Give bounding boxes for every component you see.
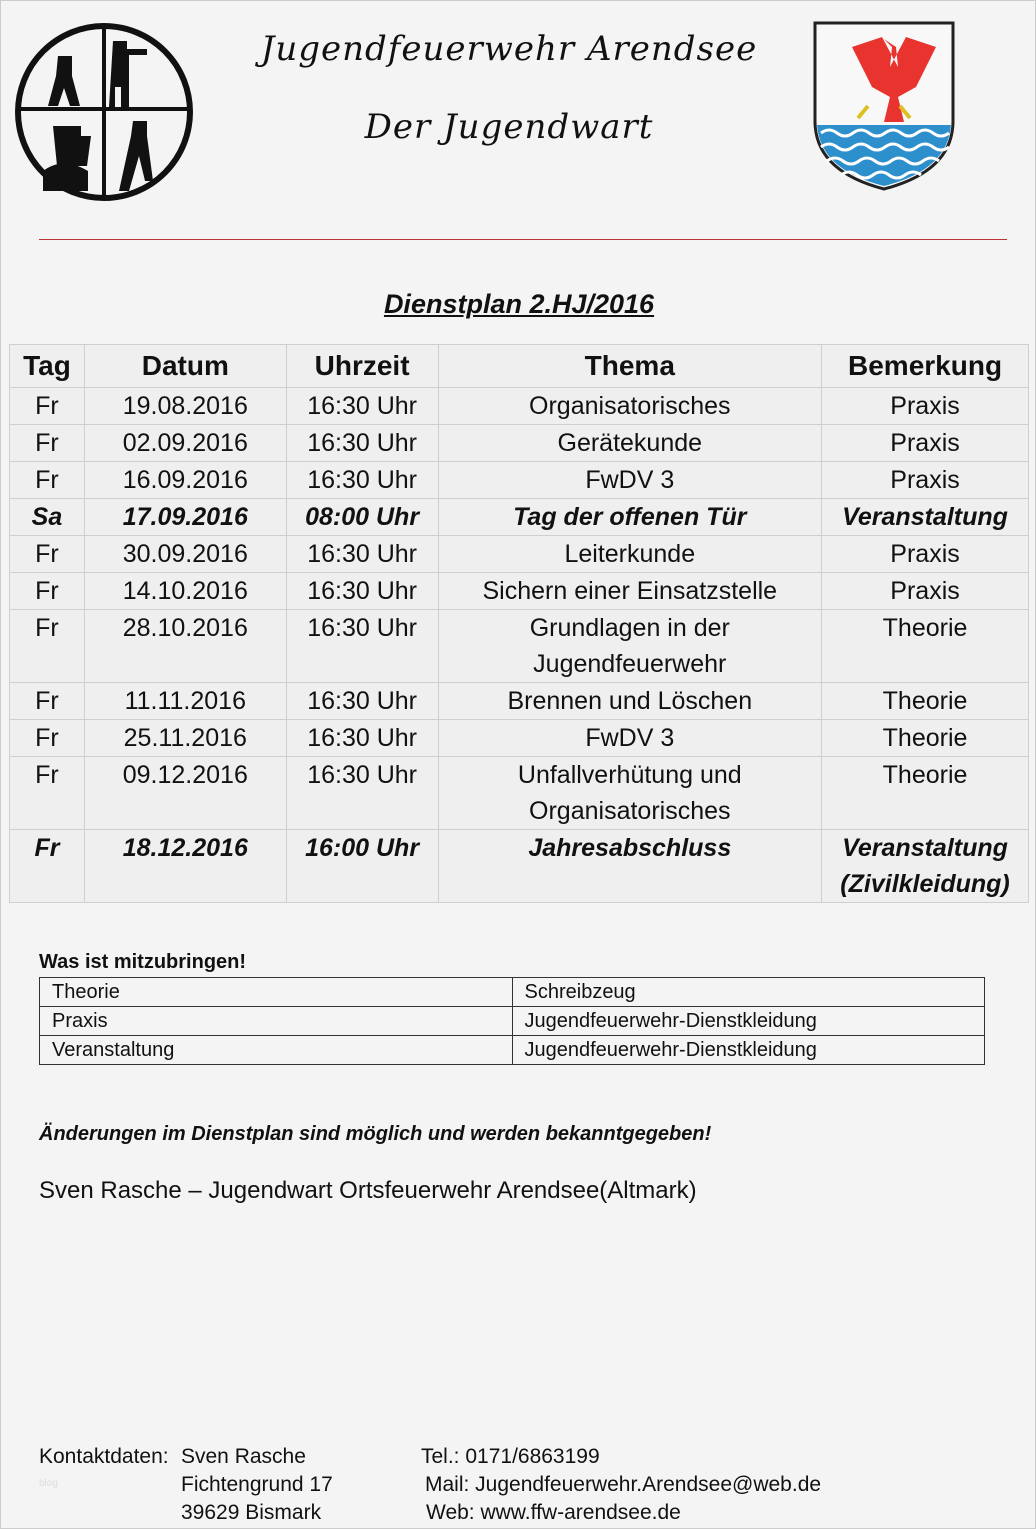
cell-datum: 18.12.2016 [84,830,286,903]
cell-zeit: 16:30 Uhr [286,573,438,610]
cell-zeit: 16:30 Uhr [286,720,438,757]
header-divider [39,239,1007,240]
cell-zeit: 16:30 Uhr [286,683,438,720]
change-note: Änderungen im Dienstplan sind möglich und werden bekanntgegeben! [39,1123,712,1145]
cell-tag: Fr [10,830,85,903]
contact-tel: Tel.: 0171/6863199 [421,1445,600,1468]
table-row [10,720,1029,757]
table-header-row [10,345,1029,388]
cell-tag: Fr [10,536,85,573]
cell-tag: Fr [10,683,85,720]
table-row [10,683,1029,720]
bring-table [39,977,985,1065]
bring-item: Jugendfeuerwehr-Dienstkleidung [512,1036,985,1065]
cell-bem: Praxis [822,536,1029,573]
table-row [10,536,1029,573]
cell-datum: 02.09.2016 [84,425,286,462]
contact-web[interactable]: Web: www.ffw-arendsee.de [426,1501,681,1524]
bring-item: Jugendfeuerwehr-Dienstkleidung [512,1007,985,1036]
cell-bem: Theorie [822,720,1029,757]
bring-category: Praxis [40,1007,513,1036]
cell-thema: Leiterkunde [438,536,822,573]
cell-thema: Organisatorisches [438,388,822,425]
cell-bem: Praxis [822,573,1029,610]
table-row [10,573,1029,610]
contact-channels [421,1443,821,1527]
cell-datum: 16.09.2016 [84,462,286,499]
cell-datum: 14.10.2016 [84,573,286,610]
cell-thema: Tag der offenen Tür [438,499,822,536]
cell-tag: Sa [10,499,85,536]
cell-zeit: 16:30 Uhr [286,388,438,425]
cell-thema: Gerätekunde [438,425,822,462]
header-thema: Thema [438,345,822,388]
header-uhrzeit: Uhrzeit [286,345,438,388]
table-row [10,499,1029,536]
cell-datum: 17.09.2016 [84,499,286,536]
cell-thema: FwDV 3 [438,462,822,499]
cell-tag: Fr [10,425,85,462]
header-org-name: Jugendfeuerwehr Arendsee [260,29,758,69]
signature: Sven Rasche – Jugendwart Ortsfeuerwehr Arendsee(Altmark) [39,1177,697,1204]
table-row [10,757,1029,830]
cell-zeit: 08:00 Uhr [286,499,438,536]
cell-zeit: 16:30 Uhr [286,610,438,683]
cell-bem: Veranstaltung [822,499,1029,536]
cell-tag: Fr [10,573,85,610]
coat-of-arms-logo [813,21,955,196]
cell-tag: Fr [10,720,85,757]
cell-datum: 19.08.2016 [84,388,286,425]
cell-bem: Praxis [822,425,1029,462]
contact-label: Kontaktdaten: [39,1445,169,1468]
bring-row [40,978,985,1007]
fire-brigade-emblem-logo [13,21,195,208]
cell-zeit: 16:30 Uhr [286,462,438,499]
table-row [10,388,1029,425]
cell-thema: Unfallverhütung und Organisatorisches [438,757,822,830]
contact-mail[interactable]: Mail: Jugendfeuerwehr.Arendsee@web.de [425,1473,822,1496]
bring-row [40,1007,985,1036]
contact-address [181,1443,333,1527]
cell-zeit: 16:30 Uhr [286,425,438,462]
cell-tag: Fr [10,757,85,830]
table-row [10,462,1029,499]
cell-bem: Theorie [822,610,1029,683]
bring-category: Veranstaltung [40,1036,513,1065]
cell-thema: FwDV 3 [438,720,822,757]
cell-datum: 25.11.2016 [84,720,286,757]
cell-thema: Brennen und Löschen [438,683,822,720]
cell-thema: Grundlagen in der Jugendfeuerwehr [438,610,822,683]
contact-city: 39629 Bismark [181,1501,322,1524]
bring-row [40,1036,985,1065]
bring-category: Theorie [40,978,513,1007]
bring-heading: Was ist mitzubringen! [39,951,247,973]
cell-thema: Jahresabschluss [438,830,822,903]
table-row [10,610,1029,683]
contact-street: Fichtengrund 17 [181,1473,333,1496]
cell-zeit: 16:30 Uhr [286,536,438,573]
bring-item: Schreibzeug [512,978,985,1007]
cell-zeit: 16:30 Uhr [286,757,438,830]
table-row [10,425,1029,462]
cell-datum: 09.12.2016 [84,757,286,830]
cell-bem: Praxis [822,462,1029,499]
cell-bem: Theorie [822,757,1029,830]
cell-thema: Sichern einer Einsatzstelle [438,573,822,610]
header-subtitle: Der Jugendwart [364,107,654,147]
cell-datum: 28.10.2016 [84,610,286,683]
contact-name: Sven Rasche [181,1445,306,1468]
header-datum: Datum [84,345,286,388]
cell-bem: Praxis [822,388,1029,425]
cell-tag: Fr [10,462,85,499]
cell-bem: Veranstaltung (Zivilkleidung) [822,830,1029,903]
page-title: Dienstplan 2.HJ/2016 [383,289,655,319]
cell-tag: Fr [10,610,85,683]
header-bemerkung: Bemerkung [822,345,1029,388]
cell-tag: Fr [10,388,85,425]
cell-datum: 30.09.2016 [84,536,286,573]
table-row [10,830,1029,903]
header-tag: Tag [10,345,85,388]
cell-zeit: 16:00 Uhr [286,830,438,903]
cell-bem: Theorie [822,683,1029,720]
cell-datum: 11.11.2016 [84,683,286,720]
schedule-table [9,344,1029,903]
watermark: blog [39,1478,58,1489]
